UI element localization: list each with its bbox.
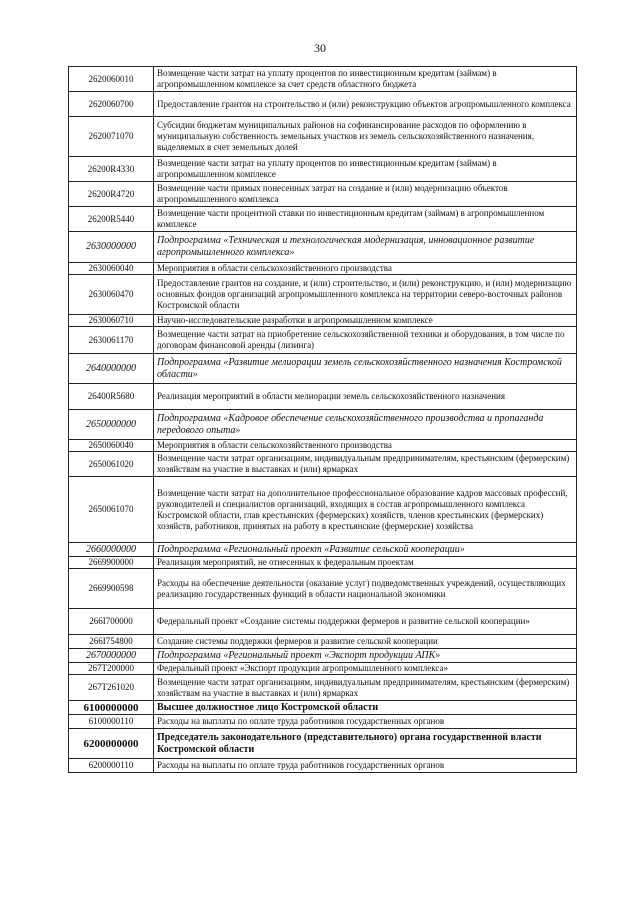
row-code: 2650060040 <box>69 440 154 452</box>
row-description: Расходы на выплаты по оплате труда работников государственных органов <box>154 715 577 729</box>
row-code: 2630061170 <box>69 327 154 354</box>
row-code: 2620071070 <box>69 117 154 157</box>
row-description: Возмещение части затрат на уплату процентов по инвестиционным кредитам (займам) в агропромышленном комплексе <box>154 157 577 182</box>
row-code: 26200R4720 <box>69 182 154 207</box>
table-row <box>69 609 577 635</box>
row-description: Федеральный проект «Экспорт продукции агропромышленного комплекса» <box>154 663 577 675</box>
row-description: Возмещение части затрат организациям, индивидуальным предпринимателям, крестьянским (фермерским) хозяйствам на участие в выставках и (или) ярмарках <box>154 675 577 701</box>
row-description: Возмещение части затрат на дополнительное профессиональное образование кадров массовых профессий, руководителей и специалистов организаций, входящих в состав агропромышленного комплекса Костромской области, глав крестьянских (фермерских) хозяйств, членов крестьянских (фермерских) хозяйств, работников, принятых на работу в крестьянские (фермерские) хозяйства <box>154 477 577 543</box>
row-code: 2630060040 <box>69 263 154 275</box>
table-row <box>69 759 577 773</box>
row-code: 2660000000 <box>69 543 154 557</box>
row-code: 2630060710 <box>69 315 154 327</box>
row-code: 6100000110 <box>69 715 154 729</box>
table-row <box>69 635 577 649</box>
table-row <box>69 384 577 410</box>
row-description: Научно-исследовательские разработки в агропромышленном комплексе <box>154 315 577 327</box>
row-code: 2630000000 <box>69 232 154 263</box>
table-row <box>69 440 577 452</box>
row-code: 6200000110 <box>69 759 154 773</box>
row-code: 266I700000 <box>69 609 154 635</box>
row-description: Возмещение части процентной ставки по инвестиционным кредитам (займам) в агропромышленном комплексе <box>154 207 577 232</box>
row-description: Мероприятия в области сельскохозяйственного производства <box>154 263 577 275</box>
row-code: 2620060700 <box>69 92 154 117</box>
row-code: 2630060470 <box>69 275 154 315</box>
table-row <box>69 675 577 701</box>
row-code: 2640000000 <box>69 354 154 384</box>
row-code: 26200R4330 <box>69 157 154 182</box>
table-row <box>69 315 577 327</box>
row-description: Подпрограмма «Развитие мелиорации земель сельскохозяйственного назначения Костромской области» <box>154 354 577 384</box>
table-row <box>69 67 577 92</box>
table-row <box>69 327 577 354</box>
row-description: Подпрограмма «Кадровое обеспечение сельскохозяйственного производства и пропаганда передового опыта» <box>154 410 577 440</box>
row-description: Расходы на обеспечение деятельности (оказание услуг) подведомственных учреждений, осуществляющих реализацию государственных функций в области национальной экономики <box>154 569 577 609</box>
row-code: 267T261020 <box>69 675 154 701</box>
row-code: 2650000000 <box>69 410 154 440</box>
row-code: 6200000000 <box>69 729 154 759</box>
row-description: Подпрограмма «Региональный проект «Экспорт продукции АПК» <box>154 649 577 663</box>
row-description: Возмещение части затрат организациям, индивидуальным предпринимателям, крестьянским (фермерским) хозяйствам на участие в выставках и (или) ярмарках <box>154 452 577 477</box>
subprogram-row <box>69 649 577 663</box>
row-code: 2669900598 <box>69 569 154 609</box>
table-row <box>69 715 577 729</box>
row-description: Реализация мероприятий в области мелиорации земель сельскохозяйственного назначения <box>154 384 577 410</box>
table-row <box>69 557 577 569</box>
row-description: Расходы на выплаты по оплате труда работников государственных органов <box>154 759 577 773</box>
row-code: 266I754800 <box>69 635 154 649</box>
row-code: 2650061020 <box>69 452 154 477</box>
table-row <box>69 263 577 275</box>
table-body <box>69 67 577 773</box>
table-row <box>69 477 577 543</box>
subprogram-row <box>69 232 577 263</box>
table-row <box>69 452 577 477</box>
row-description: Мероприятия в области сельскохозяйственного производства <box>154 440 577 452</box>
subprogram-row <box>69 410 577 440</box>
row-description: Подпрограмма «Техническая и технологическая модернизация, инновационное развитие агропромышленного комплекса» <box>154 232 577 263</box>
budget-code-table <box>68 66 577 773</box>
row-code: 26200R5440 <box>69 207 154 232</box>
row-code: 2620060010 <box>69 67 154 92</box>
subprogram-row <box>69 354 577 384</box>
row-description: Предоставление грантов на создание, и (или) строительство, и (или) реконструкцию, и (или) модернизацию основных фондов организаций агропромышленного комплекса на территории северо-восточных районов Костромской области <box>154 275 577 315</box>
subprogram-row <box>69 543 577 557</box>
row-description: Создание системы поддержки фермеров и развитие сельской кооперации <box>154 635 577 649</box>
section-row <box>69 701 577 715</box>
row-description: Возмещение части прямых понесенных затрат на создание и (или) модернизацию объектов агропромышленного комплекса <box>154 182 577 207</box>
table-row <box>69 275 577 315</box>
row-description: Предоставление грантов на строительство и (или) реконструкцию объектов агропромышленного комплекса <box>154 92 577 117</box>
row-description: Возмещение части затрат на уплату процентов по инвестиционным кредитам (займам) в агропромышленном комплексе за счет средств областного бюджета <box>154 67 577 92</box>
row-description: Возмещение части затрат на приобретение сельскохозяйственной техники и оборудования, в том числе по договорам финансовой аренды (лизинга) <box>154 327 577 354</box>
table-row <box>69 117 577 157</box>
table-row <box>69 182 577 207</box>
table-row <box>69 569 577 609</box>
row-code: 26400R5680 <box>69 384 154 410</box>
row-description: Высшее должностное лицо Костромской области <box>154 701 577 715</box>
row-description: Реализация мероприятий, не отнесенных к федеральным проектам <box>154 557 577 569</box>
table-row <box>69 207 577 232</box>
row-code: 2670000000 <box>69 649 154 663</box>
row-description: Председатель законодательного (представительного) органа государственной власти Костромской области <box>154 729 577 759</box>
section-row <box>69 729 577 759</box>
row-code: 2669900000 <box>69 557 154 569</box>
row-description: Федеральный проект «Создание системы поддержки фермеров и развитие сельской кооперации» <box>154 609 577 635</box>
table-row <box>69 663 577 675</box>
row-code: 267T200000 <box>69 663 154 675</box>
table-row <box>69 157 577 182</box>
row-code: 2650061070 <box>69 477 154 543</box>
table-row <box>69 92 577 117</box>
page-number: 30 <box>314 41 326 55</box>
row-code: 6100000000 <box>69 701 154 715</box>
row-description: Подпрограмма «Региональный проект «Развитие сельской кооперации» <box>154 543 577 557</box>
row-description: Субсидии бюджетам муниципальных районов на софинансирование расходов по оформлению в муниципальную собственность земельных участков из земель сельскохозяйственного назначения, выделяемых в счет земельных долей <box>154 117 577 157</box>
